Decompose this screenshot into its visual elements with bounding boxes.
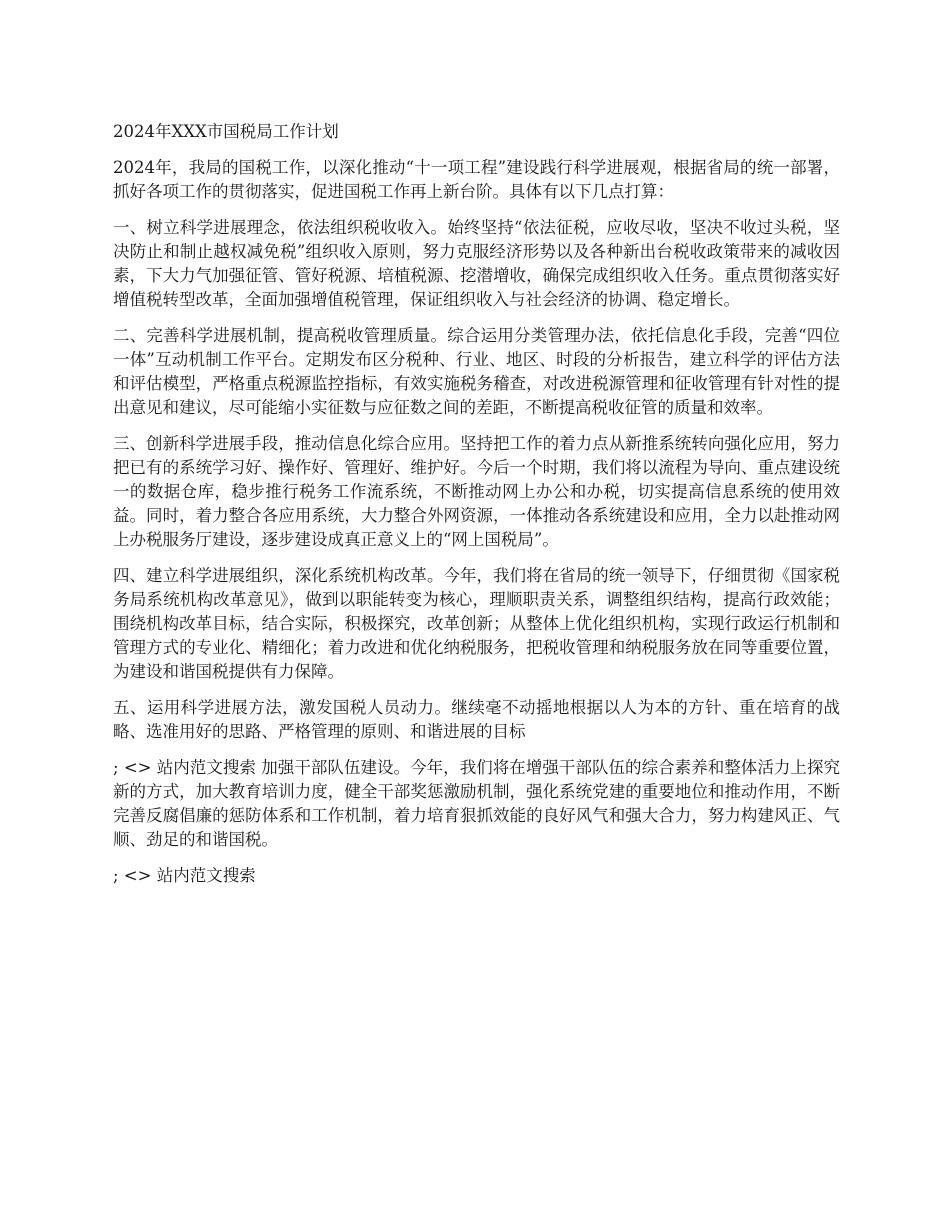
section-2-paragraph: 二、完善科学进展机制，提高税收管理质量。综合运用分类管理办法，依托信息化手段，完善“四位一体”互动机制工作平台。定期发布区分税种、行业、地区、时段的分析报告，建立科学的评估方法和评估模型，严格重点税源监控指标，有效实施税务稽查，对改进税源管理和征收管理有针对性的提出意见和建议，尽可能缩小实征数与应征数之间的差距，不断提高税收征管的质量和效率。 (113, 326, 840, 417)
intro-paragraph: 2024年，我局的国税工作，以深化推动“十一项工程”建设践行科学进展观，根据省局的统一部署，抓好各项工作的贯彻落实，促进国税工作再上新台阶。具体有以下几点打算： (113, 158, 840, 201)
section-5-paragraph: 五、运用科学进展方法，激发国税人员动力。继续毫不动摇地根据以人为本的方针、重在培育的战略、选准用好的思路、严格管理的原则、和谐进展的目标 (113, 698, 840, 741)
section-4-paragraph: 四、建立科学进展组织，深化系统机构改革。今年，我们将在省局的统一领导下，仔细贯彻《国家税务局系统机构改革意见》，做到以职能转变为核心，理顺职责关系，调整组织结构，提高行政效能；围绕机构改革目标，结合实际，积极探究，改革创新；从整体上优化组织机构，实现行政运行机制和管理方式的专业化、精细化；着力改进和优化纳税服务，把税收管理和纳税服务放在同等重要位置，为建设和谐国税提供有力保障。 (113, 566, 840, 681)
document-page (113, 120, 840, 900)
document-title: 2024年XXX市国税局工作计划 (113, 122, 339, 141)
search-paragraph: ; <> 站内范文搜索 加强干部队伍建设。今年，我们将在增强干部队伍的综合素养和整体活力上探究新的方式，加大教育培训力度，健全干部奖惩激励机制，强化系统党建的重要地位和推动作用，不断完善反腐倡廉的惩防体系和工作机制，着力培育狠抓效能的良好风气和强大合力，努力构建风正、气顺、劲足的和谐国税。 (113, 758, 840, 849)
section-3-paragraph: 三、创新科学进展手段，推动信息化综合应用。坚持把工作的着力点从新推系统转向强化应用，努力把已有的系统学习好、操作好、管理好、维护好。今后一个时期，我们将以流程为导向、重点建设统一的数据仓库，稳步推行税务工作流系统，不断推动网上办公和办税，切实提高信息系统的使用效益。同时，着力整合各应用系统，大力整合外网资源，一体推动各系统建设和应用，全力以赴推动网上办税服务厅建设，逐步建设成真正意义上的“网上国税局”。 (113, 434, 840, 549)
section-1-paragraph: 一、树立科学进展理念，依法组织税收收入。始终坚持“依法征税，应收尽收，坚决不收过头税，坚决防止和制止越权减免税”组织收入原则，努力克服经济形势以及各种新出台税收政策带来的减收因素，下大力气加强征管、管好税源、培植税源、挖潜增收，确保完成组织收入任务。重点贯彻落实好增值税转型改革，全面加强增值税管理，保证组织收入与社会经济的协调、稳定增长。 (113, 218, 840, 309)
search-footer: ; <> 站内范文搜索 (113, 866, 256, 885)
